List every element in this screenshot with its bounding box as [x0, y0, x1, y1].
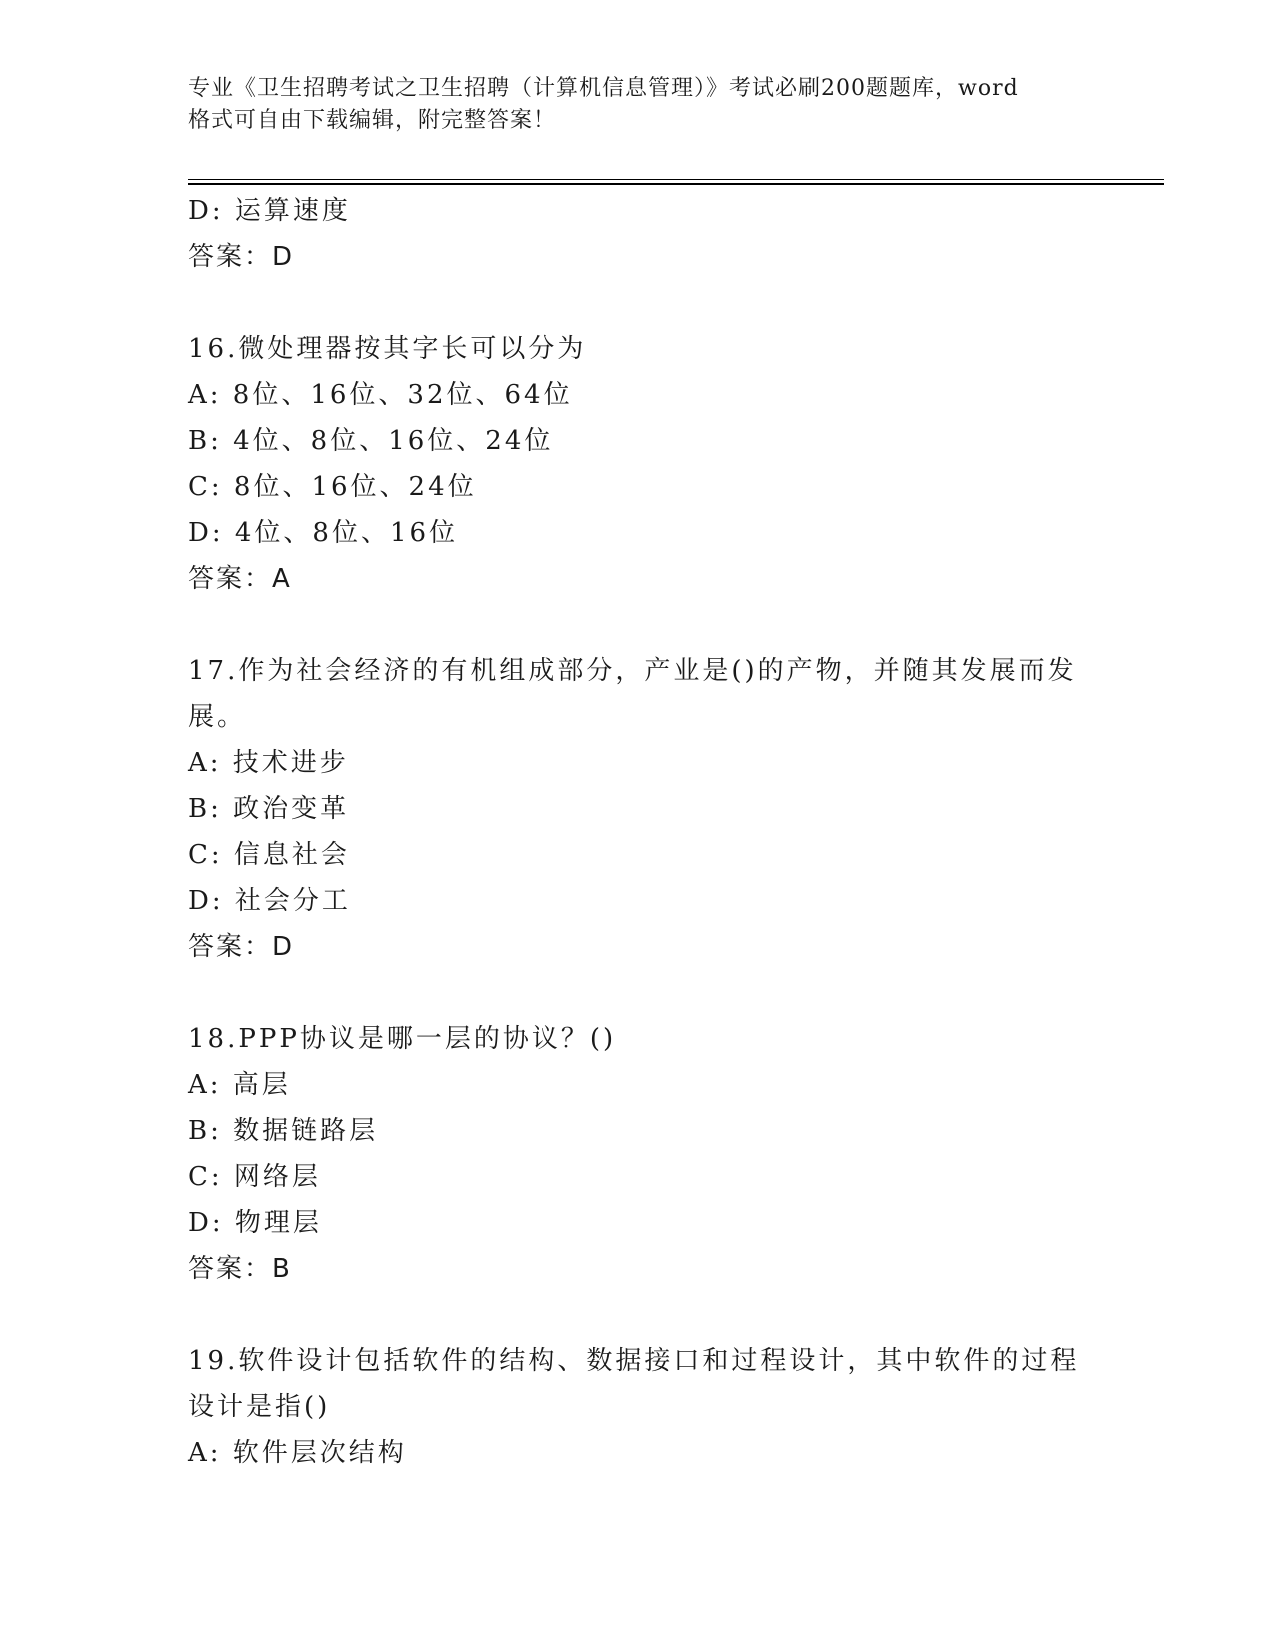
question-19 — [188, 1338, 1088, 1476]
question-text-line-1: 17.作为社会经济的有机组成部分，产业是()的产物，并随其发展而发 — [188, 656, 1077, 686]
answer: 答案：B — [188, 1254, 292, 1284]
option-d: D: 物理层 — [188, 1208, 322, 1238]
question-text-line-2: 设计是指() — [188, 1392, 331, 1422]
question-text-line-2: 展。 — [188, 702, 247, 732]
header-line-2: 格式可自由下载编辑，附完整答案！ — [188, 108, 557, 133]
question-text: 16.微处理器按其字长可以分为 — [188, 334, 587, 364]
option-c: C: 网络层 — [188, 1162, 321, 1192]
header-line-1: 专业《卫生招聘考试之卫生招聘（计算机信息管理）》考试必刷200题题库，word — [188, 76, 1019, 101]
header-divider-thick — [188, 183, 1164, 185]
question-17 — [188, 648, 1088, 970]
option-a: A: 软件层次结构 — [188, 1438, 407, 1468]
option-a: A: 高层 — [188, 1070, 291, 1100]
option-b: B: 4位、8位、16位、24位 — [188, 426, 554, 456]
option-b: B: 政治变革 — [188, 794, 350, 824]
option-a: A: 技术进步 — [188, 748, 349, 778]
answer: 答案：D — [188, 242, 295, 272]
option-c: C: 信息社会 — [188, 840, 350, 870]
option-b: B: 数据链路层 — [188, 1116, 379, 1146]
option-c: C: 8位、16位、24位 — [188, 472, 477, 502]
option-a: A: 8位、16位、32位、64位 — [188, 380, 573, 410]
option-d: D: 运算速度 — [188, 196, 351, 226]
document-header — [188, 73, 1088, 137]
answer: 答案：D — [188, 932, 295, 962]
answer: 答案：A — [188, 564, 292, 594]
question-18 — [188, 1016, 1088, 1292]
question-16 — [188, 326, 1088, 602]
option-d: D: 社会分工 — [188, 886, 351, 916]
prev-question — [188, 188, 1088, 280]
question-text: 18.PPP协议是哪一层的协议？() — [188, 1024, 617, 1054]
option-d: D: 4位、8位、16位 — [188, 518, 459, 548]
header-divider-thin — [188, 179, 1164, 180]
question-list — [188, 188, 1088, 1476]
question-text-line-1: 19.软件设计包括软件的结构、数据接口和过程设计，其中软件的过程 — [188, 1346, 1080, 1376]
